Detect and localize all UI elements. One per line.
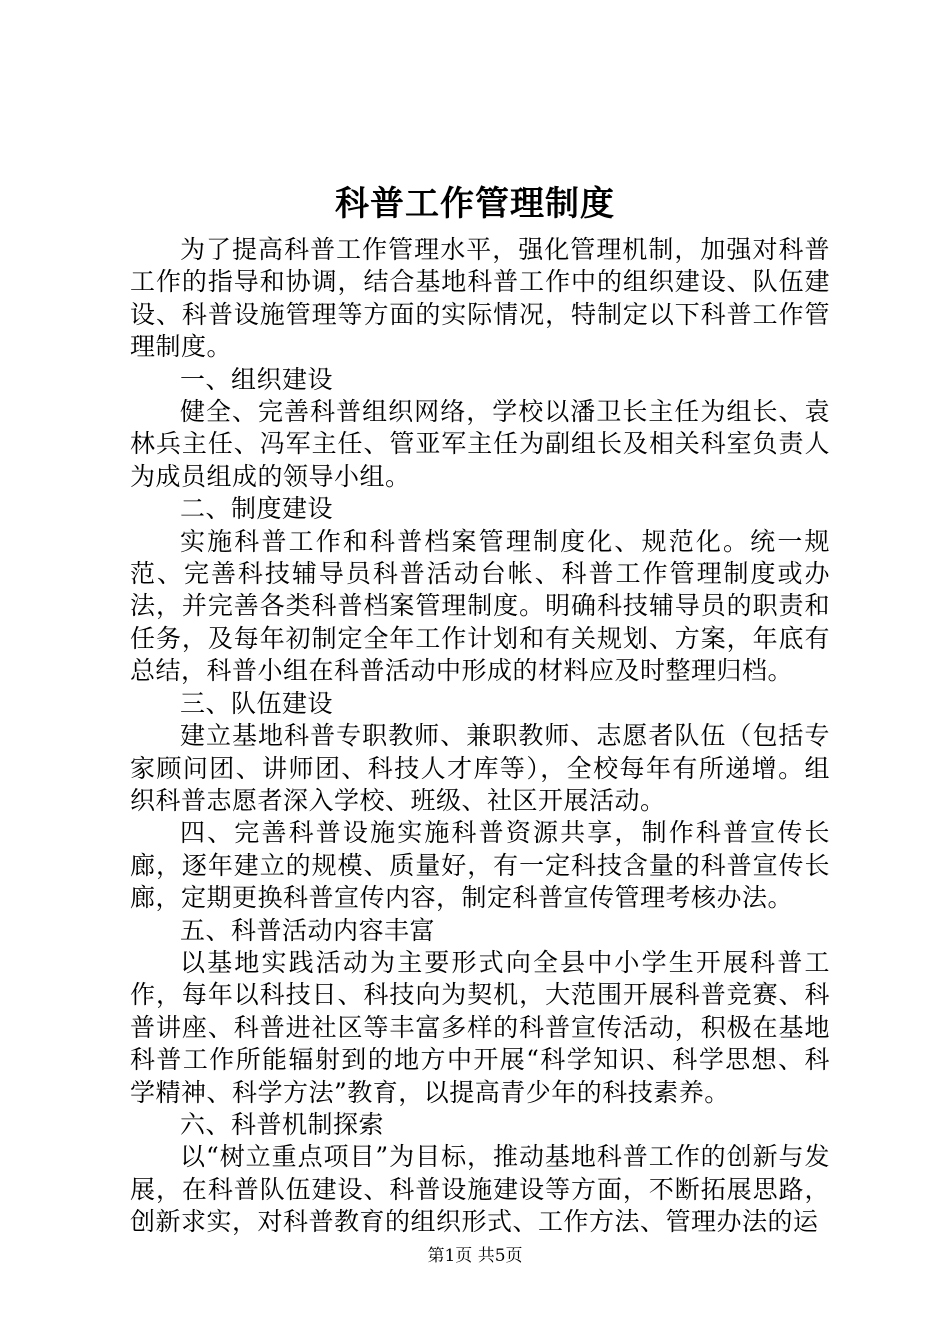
paragraph-intro: 为了提高科普工作管理水平，强化管理机制，加强对科普工作的指导和协调，结合基地科普工作中的组织建设、队伍建设、科普设施管理等方面的实际情况，特制定以下科普工作管理制度。	[130, 235, 830, 362]
paragraph-mechanism: 以“树立重点项目”为目标，推动基地科普工作的创新与发展，在科普队伍建设、科普设施建设等方面，不断拓展思路，创新求实，对科普教育的组织形式、工作方法、管理办法的运	[130, 1142, 830, 1237]
section-heading-organization: 一、组织建设	[180, 364, 334, 394]
section-heading-team: 三、队伍建设	[180, 688, 334, 718]
paragraph-activities: 以基地实践活动为主要形式向全县中小学生开展科普工作，每年以科技日、科技向为契机，大范围开展科普竞赛、科普讲座、科普进社区等丰富多样的科普宣传活动，积极在基地科普工作所能辐射到的地方中开展“科学知识、科学思想、科学精神、科学方法”教育，以提高青少年的科技素养。	[130, 947, 830, 1107]
page-footer: 第1页 共5页	[427, 1246, 523, 1266]
paragraph-system: 实施科普工作和科普档案管理制度化、规范化。统一规范、完善科技辅导员科普活动台帐、科普工作管理制度或办法，并完善各类科普档案管理制度。明确科技辅导员的职责和任务，及每年初制定全年工作计划和有关规划、方案，年底有总结，科普小组在科普活动中形成的材料应及时整理归档。	[130, 526, 830, 686]
document-body	[130, 234, 830, 1239]
paragraph-organization: 健全、完善科普组织网络，学校以潘卫长主任为组长、袁林兵主任、冯军主任、管亚军主任为副组长及相关科室负责人为成员组成的领导小组。	[130, 397, 830, 491]
section-heading-mechanism: 六、科普机制探索	[180, 1109, 385, 1139]
paragraph-team: 建立基地科普专职教师、兼职教师、志愿者队伍（包括专家顾问团、讲师团、科技人才库等），全校每年有所递增。组织科普志愿者深入学校、班级、社区开展活动。	[130, 721, 830, 815]
document-title: 科普工作管理制度	[335, 184, 615, 224]
section-heading-system: 二、制度建设	[180, 494, 334, 524]
section-heading-activities: 五、科普活动内容丰富	[180, 915, 436, 945]
paragraph-facilities: 四、完善科普设施实施科普资源共享，制作科普宣传长廊，逐年建立的规模、质量好，有一定科技含量的科普宣传长廊，定期更换科普宣传内容，制定科普宣传管理考核办法。	[130, 818, 830, 913]
